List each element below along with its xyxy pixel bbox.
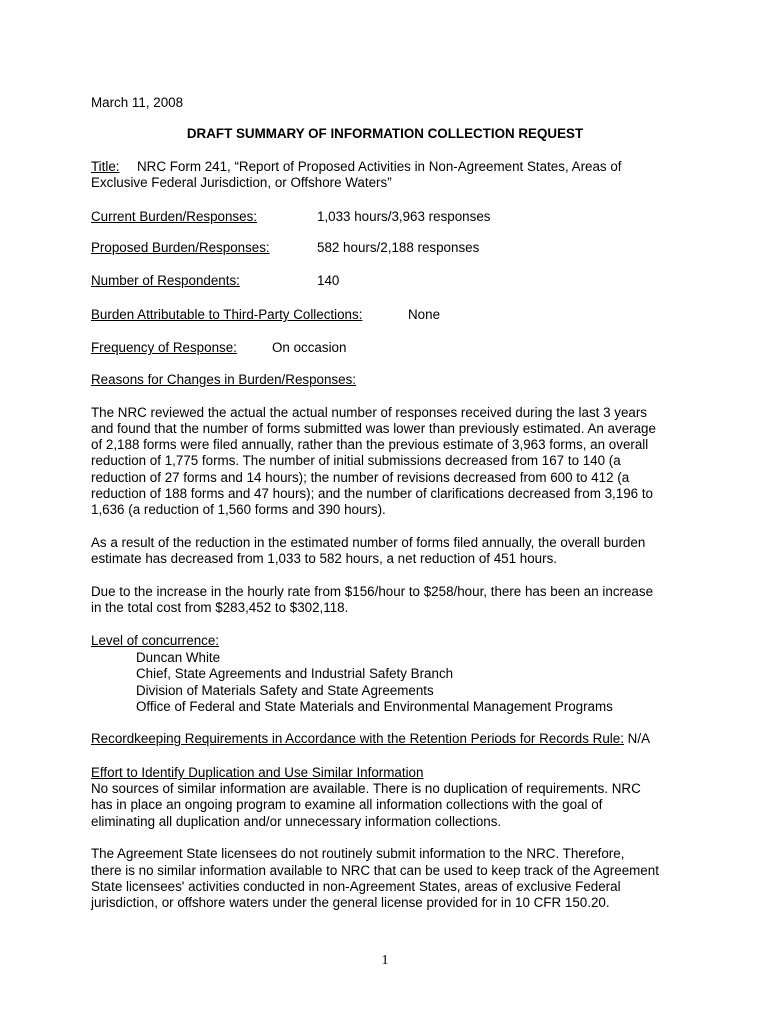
effort-p2-line: State licensees' activities conducted in non-Agreement States, areas of exclusive Federal bbox=[91, 879, 621, 894]
proposed-burden-value: 582 hours/2,188 responses bbox=[317, 240, 480, 255]
effort-p2-line: The Agreement State licensees do not routinely submit information to the NRC. Therefore, bbox=[91, 846, 625, 861]
recordkeeping-label: Recordkeeping Requirements in Accordance with the Retention Periods for Records Rule: bbox=[91, 731, 624, 746]
title-line-1 bbox=[91, 159, 622, 175]
reasons-p2-line: estimate has decreased from 1,033 to 582 hours, a net reduction of 451 hours. bbox=[91, 551, 557, 566]
concurrence-line: Office of Federal and State Materials and Environmental Management Programs bbox=[136, 699, 613, 714]
concurrence-heading: Level of concurrence: bbox=[91, 633, 220, 648]
concurrence-line: Duncan White bbox=[136, 650, 221, 665]
reasons-p1-line: reduction of 188 forms and 47 hours); and the number of clarifications decreased from 3,196 to bbox=[91, 486, 653, 501]
effort-p2-line: jurisdiction, or offshore waters under the general license provided for in 10 CFR 150.20. bbox=[91, 895, 610, 910]
title-text-1: NRC Form 241, “Report of Proposed Activities in Non-Agreement States, Areas of bbox=[137, 159, 622, 174]
reasons-p1-line: reduction of 27 forms and 14 hours); the number of revisions decreased from 600 to 412 (a bbox=[91, 470, 630, 485]
document-date: March 11, 2008 bbox=[91, 95, 184, 110]
reasons-p3-line: Due to the increase in the hourly rate from $156/hour to $258/hour, there has been an increase bbox=[91, 584, 654, 599]
reasons-p1-line: reduction of 1,775 forms. The number of initial submissions decreased from 167 to 140 (a bbox=[91, 453, 621, 468]
recordkeeping-value: N/A bbox=[627, 731, 650, 746]
reasons-p1-line: 1,636 (a reduction of 1,560 forms and 390 hours). bbox=[91, 502, 386, 517]
third-party-label: Burden Attributable to Third-Party Collections: bbox=[91, 307, 363, 322]
concurrence-line: Chief, State Agreements and Industrial Safety Branch bbox=[136, 666, 454, 681]
title-label: Title: bbox=[91, 159, 120, 174]
respondents-label: Number of Respondents: bbox=[91, 273, 240, 288]
effort-p2-line: there is no similar information available to NRC that can be used to keep track of the Agreement bbox=[91, 863, 659, 878]
reasons-p1-line: The NRC reviewed the actual the actual number of responses received during the last 3 years bbox=[91, 405, 648, 420]
reasons-p3-line: in the total cost from $283,452 to $302,118. bbox=[91, 600, 349, 615]
third-party-value: None bbox=[408, 307, 441, 322]
page-number: 1 bbox=[381, 953, 389, 968]
title-line-2: Exclusive Federal Jurisdiction, or Offshore Waters” bbox=[91, 175, 392, 190]
reasons-heading: Reasons for Changes in Burden/Responses: bbox=[91, 372, 356, 387]
current-burden-value: 1,033 hours/3,963 responses bbox=[317, 209, 491, 224]
document-heading: DRAFT SUMMARY OF INFORMATION COLLECTION REQUEST bbox=[186, 126, 584, 141]
frequency-value: On occasion bbox=[272, 340, 347, 355]
reasons-p1-line: of 2,188 forms were filed annually, rather than the previous estimate of 3,963 forms, an overall bbox=[91, 437, 649, 452]
current-burden-label: Current Burden/Responses: bbox=[91, 209, 257, 224]
respondents-value: 140 bbox=[317, 273, 340, 288]
reasons-p2-line: As a result of the reduction in the estimated number of forms filed annually, the overall burden bbox=[91, 535, 646, 550]
effort-p1-line: eliminating all duplication and/or unnecessary information collections. bbox=[91, 814, 502, 829]
concurrence-line: Division of Materials Safety and State Agreements bbox=[136, 683, 434, 698]
effort-p1-line: No sources of similar information are available. There is no duplication of requirements. NRC bbox=[91, 781, 641, 796]
effort-p1-line: has in place an ongoing program to examine all information collections with the goal of bbox=[91, 797, 603, 812]
proposed-burden-label: Proposed Burden/Responses: bbox=[91, 240, 270, 255]
frequency-label: Frequency of Response: bbox=[91, 340, 237, 355]
effort-heading: Effort to Identify Duplication and Use Similar Information bbox=[91, 765, 424, 780]
reasons-p1-line: and found that the number of forms submitted was lower than previously estimated. An average bbox=[91, 421, 656, 436]
recordkeeping-line bbox=[91, 731, 650, 747]
